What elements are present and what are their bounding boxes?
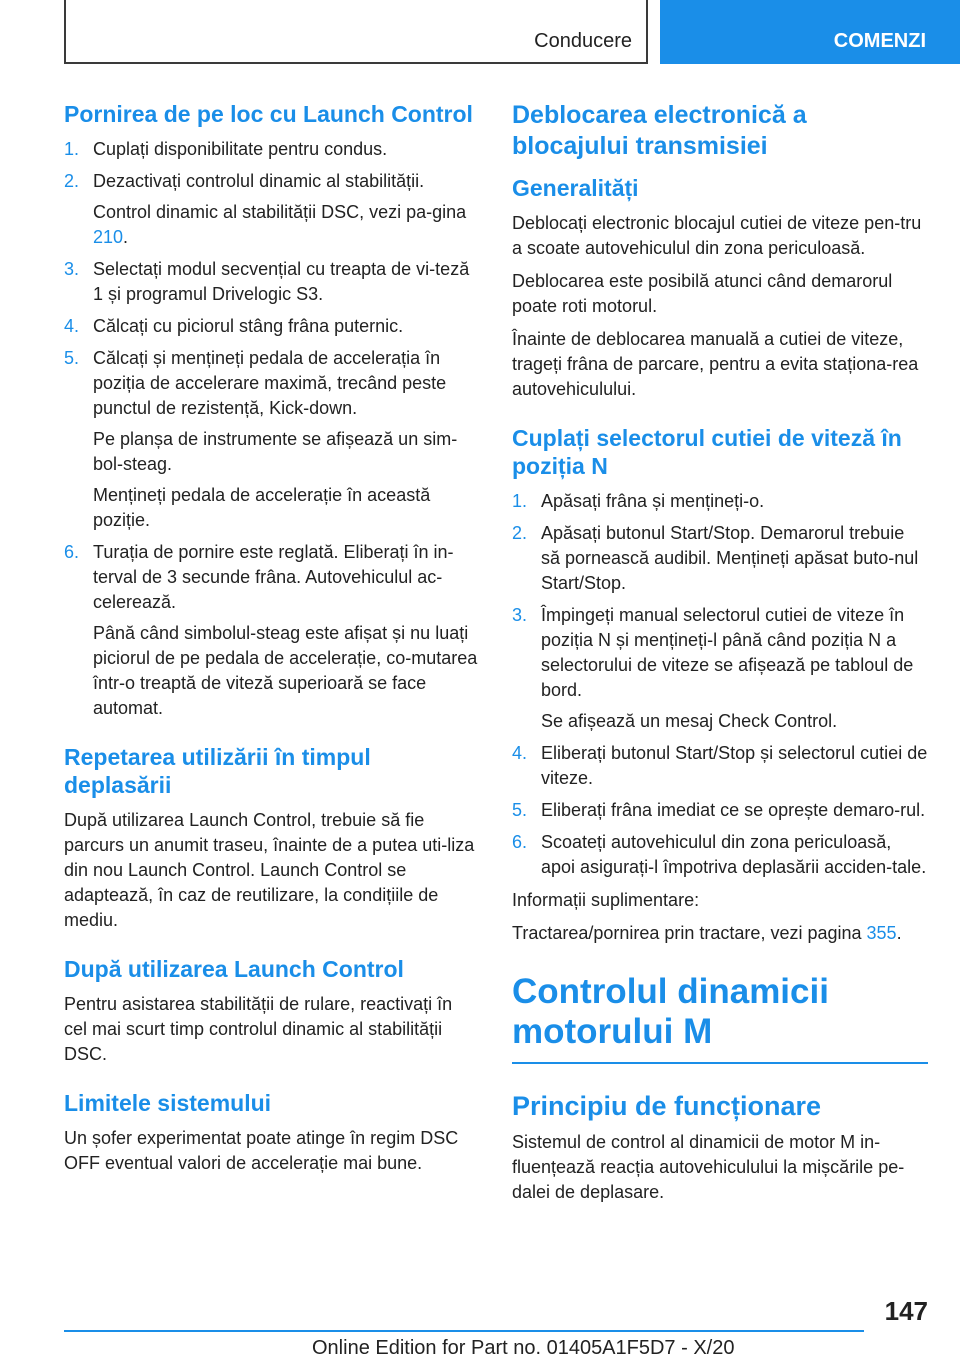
list-item [512, 489, 928, 514]
step-text: Călcați cu piciorul stâng frâna puternic. [93, 316, 404, 336]
neutral-steps [512, 489, 928, 880]
header-section-box [64, 0, 648, 64]
step-number: 4. [64, 316, 80, 336]
page-link[interactable]: 355 [866, 923, 897, 943]
footer-edition: Online Edition for Part no. 01405A1F5D7 - X/20 [312, 1337, 735, 1359]
step-number: 5. [512, 800, 528, 820]
page-link[interactable]: 210 [93, 227, 124, 247]
step-note: Până când simbolul-steag este afișat și nu luați piciorul de pe pedala de accelerație, co-mutarea într-o treaptă de viteză superioară se face automat. [93, 623, 478, 718]
function-heading: Principiu de funcționare [512, 1091, 822, 1121]
step-text: Împingeți manual selectorul cutiei de viteze în poziția N și mențineți-l până când poziția N a selectorului de viteze se afișează pe tabloul de bord. [541, 605, 914, 700]
repeat-heading: Repetarea utilizării în timpul deplasării [64, 744, 371, 798]
page-number: 147 [884, 1296, 928, 1326]
header-section-label: Conducere [534, 30, 632, 52]
step-number: 3. [64, 259, 80, 279]
list-item [64, 137, 480, 162]
limits-heading: Limitele sistemului [64, 1090, 272, 1116]
header-tab[interactable] [660, 0, 960, 64]
list-item [512, 603, 928, 734]
step-note-end: . [123, 227, 129, 247]
list-item [64, 257, 480, 307]
launch-control-heading: Pornirea de pe loc cu Launch Control [64, 101, 473, 127]
towing-end: . [896, 923, 902, 943]
general-heading: Generalități [512, 175, 639, 201]
step-text: Scoateți autovehiculul din zona periculoasă, apoi asigurați-l împotriva deplasării acciden-tale. [541, 832, 927, 877]
step-number: 2. [512, 523, 528, 543]
unlock-heading: Deblocarea electronică a blocajului transmisiei [512, 101, 807, 160]
list-item [64, 540, 480, 721]
step-note: Mențineți pedala de accelerație în această poziție. [93, 485, 431, 530]
launch-control-steps [64, 137, 480, 721]
step-number: 2. [64, 171, 80, 191]
step-note [93, 200, 480, 250]
list-item [512, 521, 928, 596]
after-heading: După utilizarea Launch Control [64, 956, 404, 982]
towing-label: Tractarea/pornirea prin tractare, vezi pagina [512, 923, 862, 943]
list-item [512, 798, 928, 823]
towing-text [512, 921, 928, 946]
left-column [64, 100, 480, 1184]
step-number: 1. [512, 491, 528, 511]
footer-divider [64, 1330, 864, 1332]
step-text: Turația de pornire este reglată. Eliberați în in-terval de 3 secunde frâna. Autovehiculul ac-celerează. [93, 542, 454, 612]
list-item [64, 346, 480, 533]
step-text: Apăsați butonul Start/Stop. Demarorul trebuie să pornească audibil. Mențineți apăsat buto-nul Start/Stop. [541, 523, 919, 593]
step-number: 5. [64, 348, 80, 368]
header-tab-label: COMENZI [833, 30, 926, 52]
step-number: 1. [64, 139, 80, 159]
general-text-2: Deblocarea este posibilă atunci când demarorul poate roti motorul. [512, 271, 893, 316]
step-text: Cuplați disponibilitate pentru condus. [93, 139, 388, 159]
step-text: Selectați modul secvențial cu treapta de vi-teză 1 și programul Drivelogic S3. [93, 259, 470, 304]
step-note: Pe planșa de instrumente se afișează un sim-bol-steag. [93, 429, 458, 474]
dynamics-chapter-title: Controlul dinamicii motorului M [512, 972, 928, 1064]
step-number: 4. [512, 743, 528, 763]
general-text-3: Înainte de deblocarea manuală a cutiei de viteze, trageți frâna de parcare, pentru a evita staționa-rea autovehiculului. [512, 329, 919, 399]
step-note: Se afișează un mesaj Check Control. [541, 711, 838, 731]
step-text: Eliberați butonul Start/Stop și selectorul cutiei de viteze. [541, 743, 928, 788]
step-note-text: Control dinamic al stabilității DSC, vezi pa-gina [93, 202, 467, 222]
step-text: Eliberați frâna imediat ce se oprește demaro-rul. [541, 800, 926, 820]
general-text-1: Deblocați electronic blocajul cutiei de viteze pen-tru a scoate autovehiculul din zona periculoasă. [512, 213, 922, 258]
step-number: 6. [512, 832, 528, 852]
list-item [64, 169, 480, 250]
repeat-text: După utilizarea Launch Control, trebuie să fie parcurs un anumit traseu, înainte de a putea uti-liza din nou Launch Control. Launch Control se adaptează, în caz de reutilizare, la condițiile de mediu. [64, 810, 475, 930]
list-item [64, 314, 480, 339]
limits-text: Un șofer experimentat poate atinge în regim DSC OFF eventual valori de accelerație mai bune. [64, 1128, 459, 1173]
right-column [512, 100, 928, 1213]
step-text: Călcați și mențineți pedala de accelerația în poziția de accelerare maximă, trecând peste punctul de rezistență, Kick-down. [93, 348, 447, 418]
info-label: Informații suplimentare: [512, 890, 700, 910]
step-number: 6. [64, 542, 80, 562]
neutral-heading: Cuplați selectorul cutiei de viteză în poziția N [512, 425, 902, 479]
step-text: Apăsați frâna și mențineți-o. [541, 491, 765, 511]
after-text: Pentru asistarea stabilității de rulare, reactivați în cel mai scurt timp controlul dinamic al stabilității DSC. [64, 994, 453, 1064]
step-text: Dezactivați controlul dinamic al stabilității. [93, 171, 425, 191]
list-item [512, 830, 928, 880]
function-text: Sistemul de control al dinamicii de motor M in-fluențează reacția autovehiculului la mișcările pe-dalei de deplasare. [512, 1132, 905, 1202]
step-number: 3. [512, 605, 528, 625]
list-item [512, 741, 928, 791]
